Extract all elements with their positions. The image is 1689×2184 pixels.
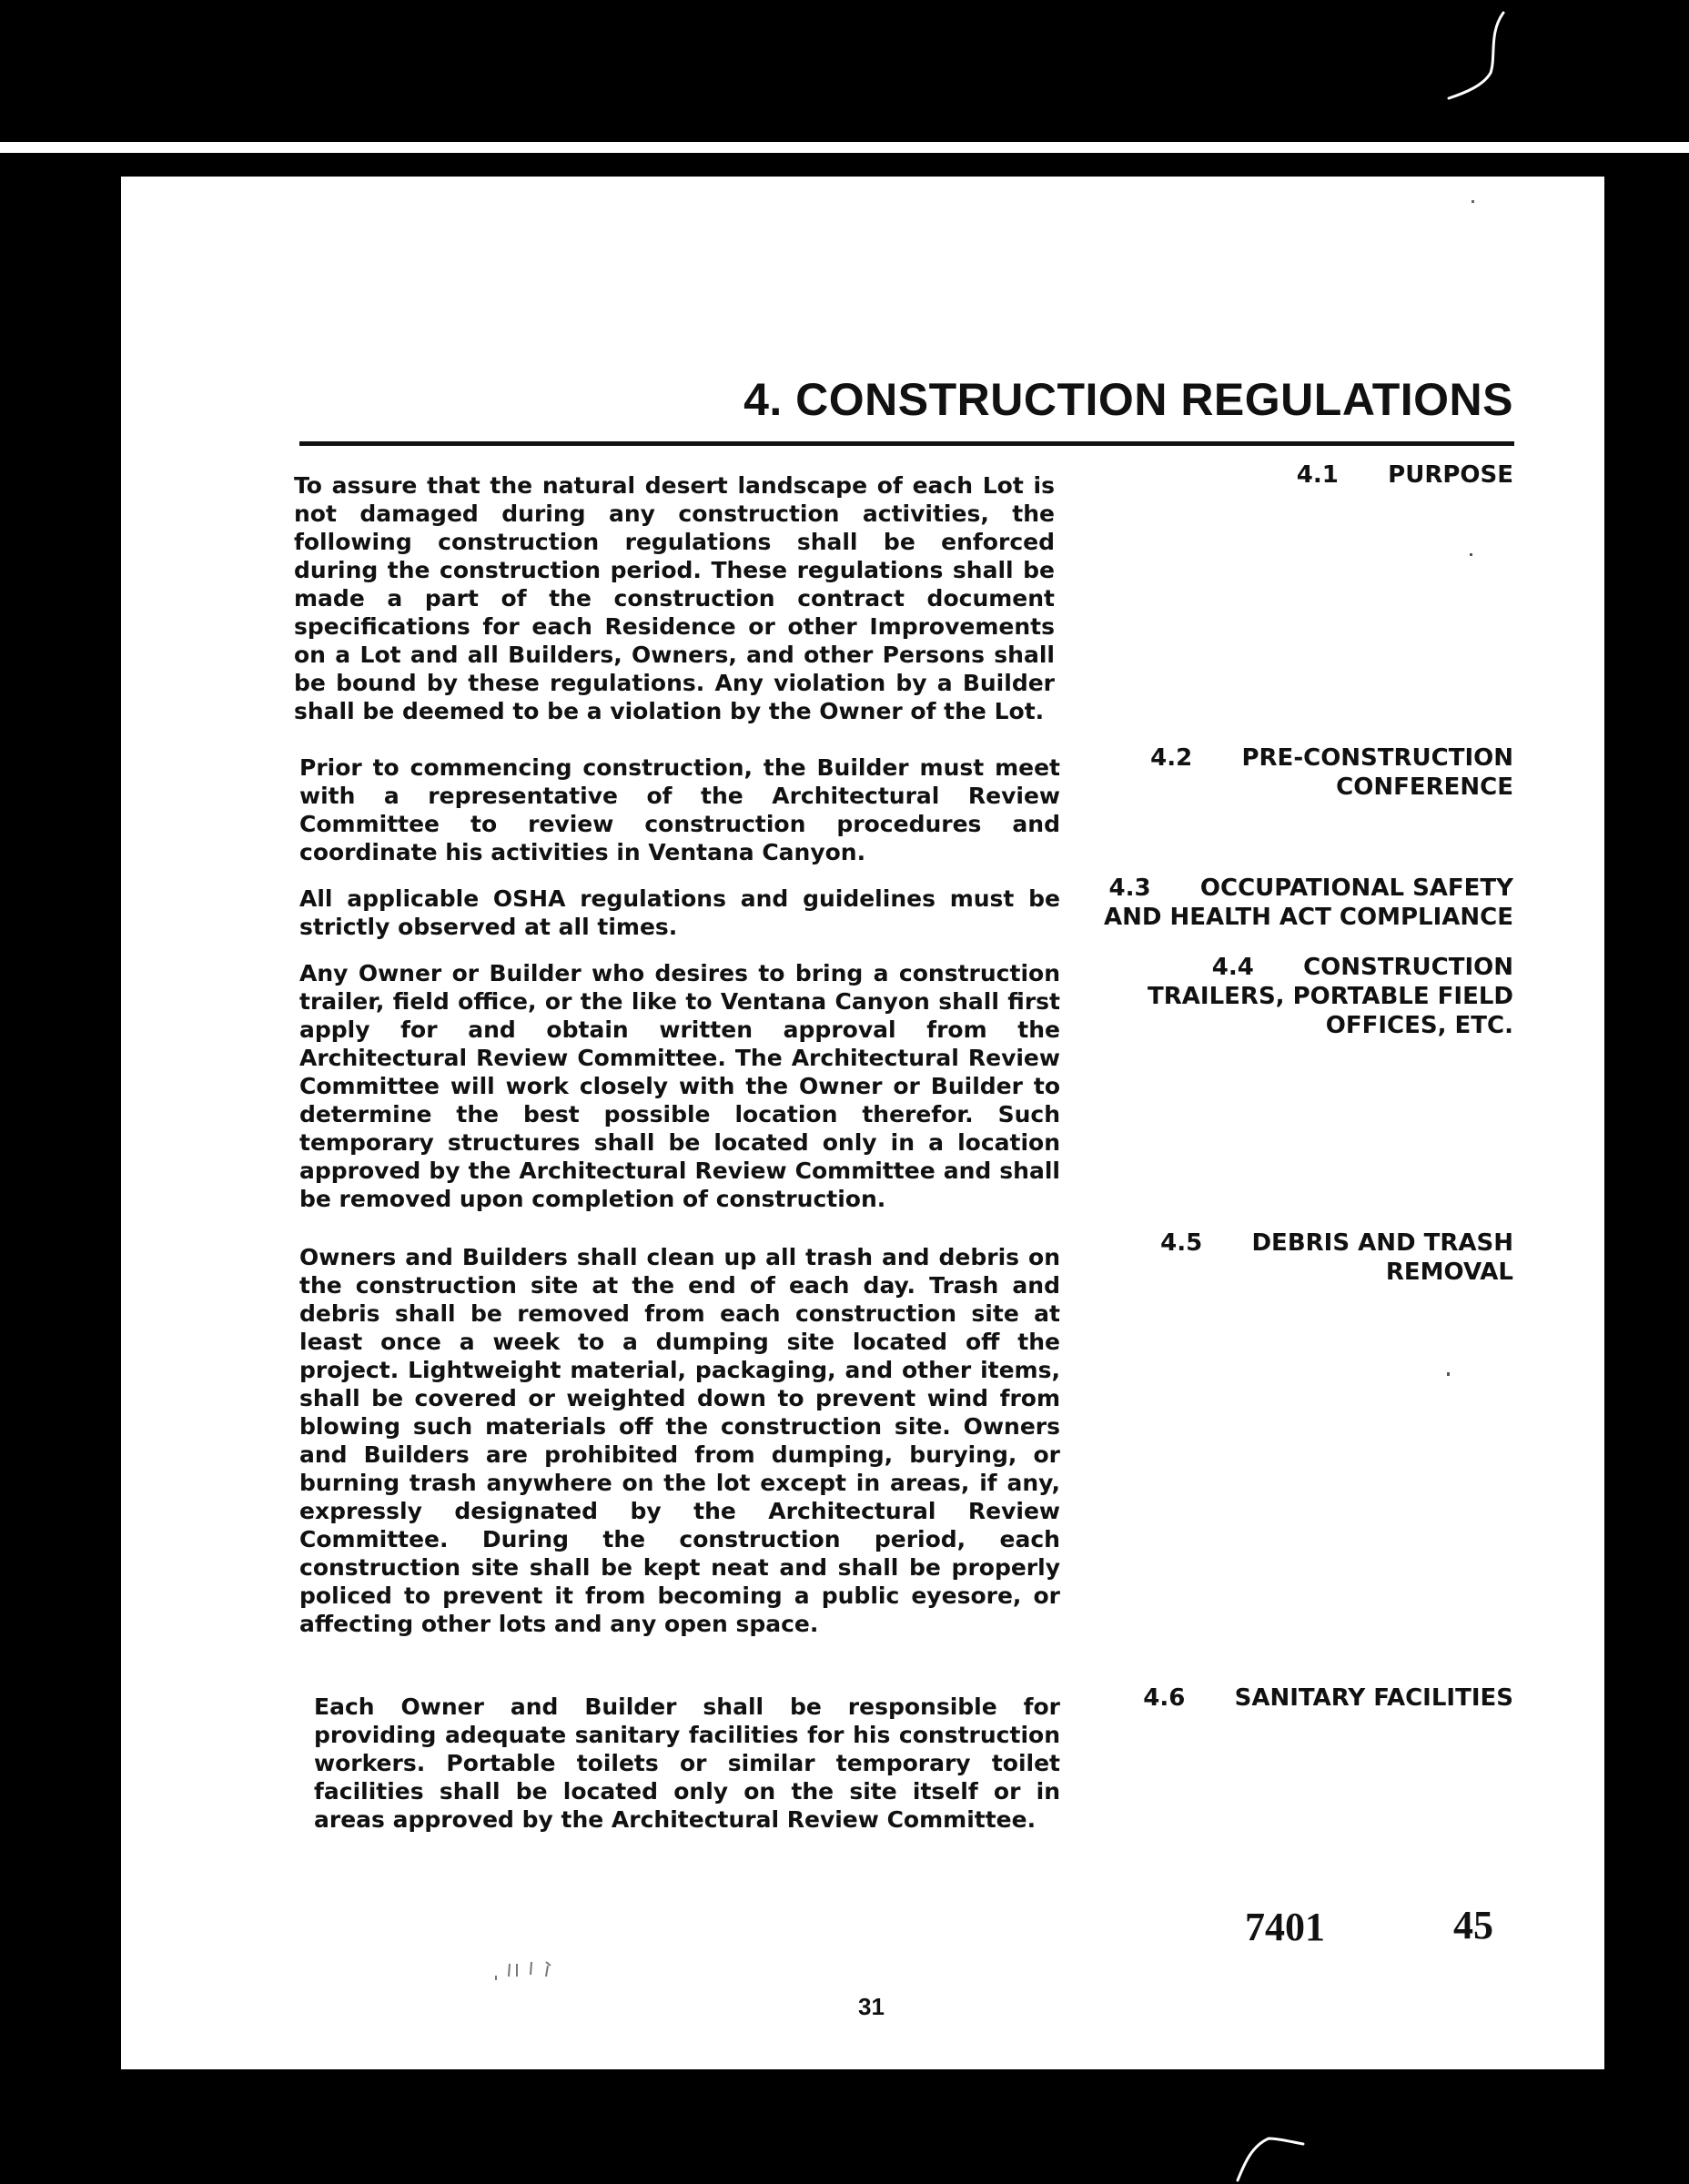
- speck: [1447, 1372, 1450, 1376]
- section-4-5-heading: 4.5 DEBRIS AND TRASH REMOVAL: [1160, 1229, 1513, 1286]
- stamp-number-left: 7401: [1245, 1905, 1325, 1949]
- section-4-4-heading: 4.4 CONSTRUCTION TRAILERS, PORTABLE FIELD OFFICES, ETC.: [1148, 954, 1513, 1039]
- section-4-1-heading: 4.1 PURPOSE: [1296, 461, 1513, 489]
- top-pen-stroke: [1449, 13, 1503, 98]
- section-4-3-body: All applicable OSHA regulations and guidelines must be strictly observed at all times.: [299, 885, 1060, 940]
- bottom-pen-stroke: [1238, 2138, 1303, 2180]
- section-4-3-heading: 4.3 OCCUPATIONAL SAFETY AND HEALTH ACT COMPLIANCE: [1103, 875, 1513, 931]
- section-4-2-body: Prior to commencing construction, the Builder must meet with a representative of the Architectural Review Committee to review construction procedures and coordinate his activities in Ventana Canyon.: [299, 754, 1060, 865]
- page-title: 4. CONSTRUCTION REGULATIONS: [743, 374, 1513, 425]
- section-4-1-body: To assure that the natural desert landscape of each Lot is not damaged during any construction activities, the following construction regulations shall be enforced during the construction period. These regulations shall be made a part of the construction contract document specifications for each Residence or other Improvements on a Lot and all Builders, Owners, and other Persons shall be bound by these regulations. Any violation by a Builder shall be deemed to be a violation by the Owner of the Lot.: [294, 472, 1055, 724]
- faint-scribble: [496, 1962, 551, 1980]
- section-4-6-body: Each Owner and Builder shall be responsible for providing adequate sanitary facilities for his construction workers. Portable toilets or similar temporary toilet facilities shall be located only on the site itself or in areas approved by the Architectural Review Committee.: [314, 1694, 1060, 1833]
- stamp-number-right: 45: [1453, 1903, 1493, 1947]
- speck: [1470, 553, 1472, 556]
- section-4-2-heading: 4.2 PRE-CONSTRUCTION CONFERENCE: [1150, 744, 1513, 801]
- section-4-5-body: Owners and Builders shall clean up all trash and debris on the construction site at the end of each day. Trash and debris shall be removed from each construction site at least once a week to a dumping site located off the project. Lightweight material, packaging, and other items, shall be covered or weighted down to prevent wind from blowing such materials off the construction site. Owners and Builders are prohibited from dumping, burying, or burning trash anywhere on the lot except in areas, if any, expressly designated by the Architectural Review Committee. During the construction period, each construction site shall be kept neat and shall be properly policed to prevent it from becoming a public eyesore, or affecting other lots and any open space.: [299, 1244, 1060, 1637]
- section-4-6-heading: 4.6 SANITARY FACILITIES: [1143, 1684, 1513, 1712]
- section-4-4-body: Any Owner or Builder who desires to bring a construction trailer, field office, or the like to Ventana Canyon shall first apply for and obtain written approval from the Architectural Review Committee. The Architectural Review Committee will work closely with the Owner or Builder to determine the best possible location therefor. Such temporary structures shall be located only in a location approved by the Architectural Review Committee and shall be removed upon completion of construction.: [299, 960, 1060, 1212]
- page-number: 31: [858, 1993, 885, 2020]
- speck: [1472, 200, 1474, 203]
